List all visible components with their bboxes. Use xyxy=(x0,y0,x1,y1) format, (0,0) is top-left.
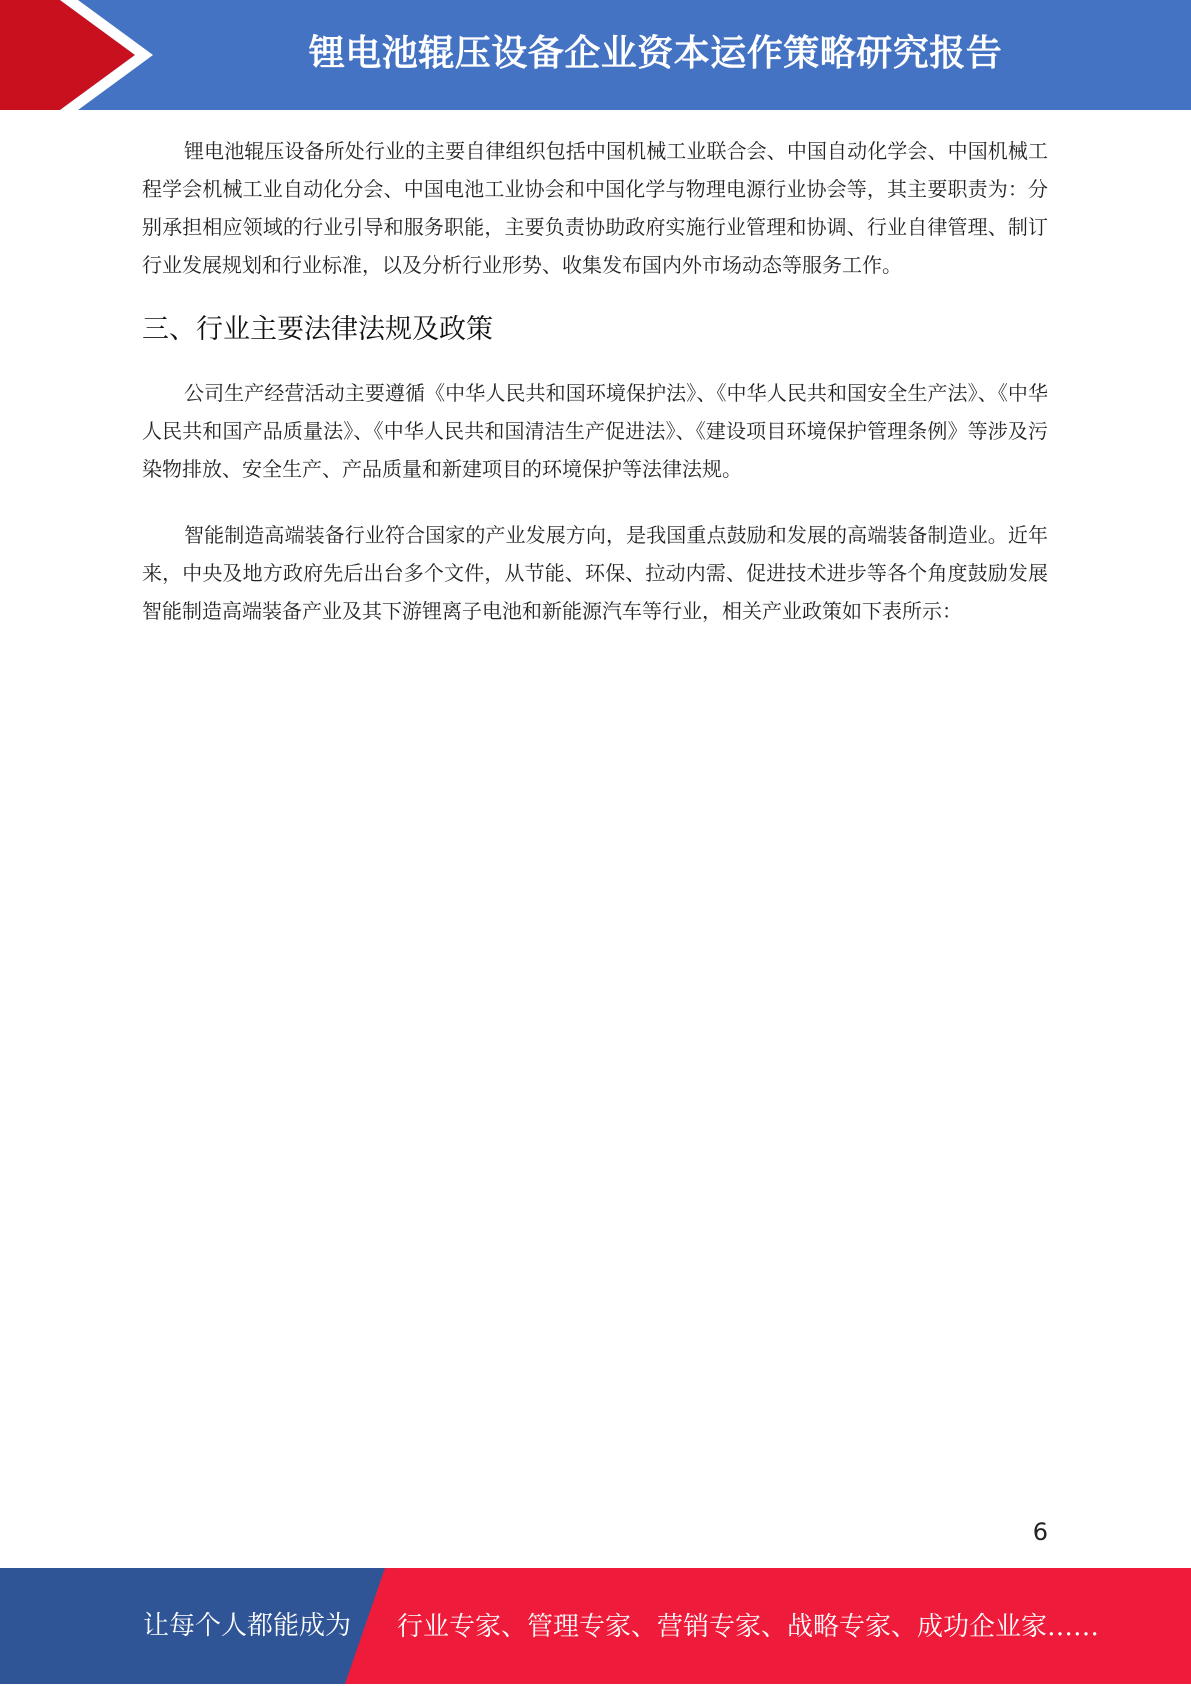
paragraph-industry-policies: 智能制造高端装备行业符合国家的产业发展方向，是我国重点鼓励和发展的高端装备制造业。近年来，中央及地方政府先后出台多个文件，从节能、环保、拉动内需、促进技术进步等各个角度鼓励发展智能制造高端装备产业及其下游锂离子电池和新能源汽车等行业，相关产业政策如下表所示： xyxy=(142,523,1048,623)
paragraph-laws: 公司生产经营活动主要遵循《中华人民共和国环境保护法》、《中华人民共和国安全生产法》、《中华人民共和国产品质量法》、《中华人民共和国清洁生产促进法》、《建设项目环境保护管理条例》等涉及污染物排放、安全生产、产品质量和新建项目的环境保护等法律法规。 xyxy=(142,381,1048,481)
header-bar xyxy=(0,0,1191,110)
footer-slogan-right: 行业专家、管理专家、营销专家、战略专家、成功企业家…… xyxy=(397,1612,1100,1642)
report-title: 锂电池辊压设备企业资本运作策略研究报告 xyxy=(308,33,1003,74)
footer-slogan-left: 让每个人都能成为 xyxy=(143,1611,352,1641)
footer-banner xyxy=(0,1568,1191,1684)
page-number: 6 xyxy=(1032,1518,1048,1546)
section-heading-laws-policies: 三、行业主要法律法规及政策 xyxy=(142,314,493,345)
chevron-arrow-icon xyxy=(0,0,160,110)
document-body xyxy=(142,132,1048,630)
paragraph-self-regulatory-organizations: 锂电池辊压设备所处行业的主要自律组织包括中国机械工业联合会、中国自动化学会、中国机械工程学会机械工业自动化分会、中国电池工业协会和中国化学与物理电源行业协会等，其主要职责为：分别承担相应领域的行业引导和服务职能，主要负责协助政府实施行业管理和协调、行业自律管理、制订行业发展规划和行业标准，以及分析行业形势、收集发布国内外市场动态等服务工作。 xyxy=(142,139,1048,277)
